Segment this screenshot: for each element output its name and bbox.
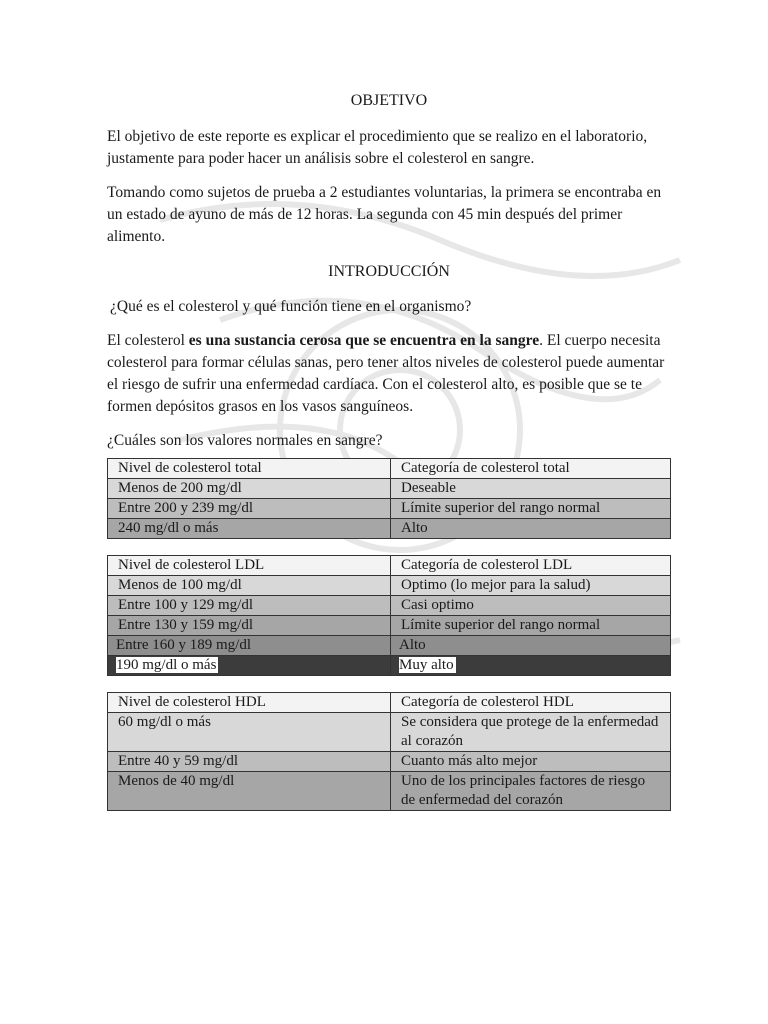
table-cell: Menos de 40 mg/dl (108, 772, 391, 811)
table-colesterol-ldl (107, 555, 671, 676)
table-cell: Entre 130 y 159 mg/dl (108, 616, 391, 636)
table-row (108, 499, 671, 519)
table-row (108, 576, 671, 596)
table-header-row (108, 693, 671, 713)
colesterol-definition-paragraph (107, 330, 671, 418)
question-valores-normales: ¿Cuáles son los valores normales en sangre? (107, 432, 383, 449)
header-cell: Categoría de colesterol total (391, 459, 671, 479)
introduccion-heading: INTRODUCCIÓN (328, 263, 450, 280)
question-colesterol-funcion: ¿Qué es el colesterol y qué función tiene en el organismo? (110, 298, 472, 315)
table-header-row (108, 556, 671, 576)
definition-post: . El cuerpo necesita colesterol para formar células sanas, pero tener altos niveles de colesterol puede aumentar el riesgo de sufrir una enfermedad cardíaca. Con el colesterol alto, es posible que se te formen depósitos grasos en los vasos sanguíneos. (107, 332, 665, 415)
table-row (108, 752, 671, 772)
table-cell: Menos de 100 mg/dl (108, 576, 391, 596)
table-row (108, 479, 671, 499)
table-cell: Uno de los principales factores de riesgo de enfermedad del corazón (391, 772, 671, 811)
table-cell: Deseable (391, 479, 671, 499)
objetivo-paragraph-1: El objetivo de este reporte es explicar el procedimiento que se realizo en el laboratorio, justamente para poder hacer un análisis sobre el colesterol en sangre. (107, 128, 648, 167)
table-row (108, 519, 671, 539)
table-header-row (108, 459, 671, 479)
header-cell: Nivel de colesterol HDL (108, 693, 391, 713)
table-row (108, 656, 671, 676)
table-row (108, 772, 671, 811)
table-cell: Menos de 200 mg/dl (108, 479, 391, 499)
definition-bold: es una sustancia cerosa que se encuentra en la sangre (188, 332, 540, 349)
table-row (108, 616, 671, 636)
table-cell: Entre 200 y 239 mg/dl (108, 499, 391, 519)
table-cell: Se considera que protege de la enfermedad al corazón (391, 713, 671, 752)
table-cell: Límite superior del rango normal (391, 616, 671, 636)
table-row (108, 596, 671, 616)
table-colesterol-hdl (107, 692, 671, 811)
table-cell: Entre 160 y 189 mg/dl (108, 636, 391, 656)
highlighted-text: Muy alto (399, 657, 454, 673)
header-cell: Nivel de colesterol LDL (108, 556, 391, 576)
table-colesterol-total (107, 458, 671, 539)
header-cell: Categoría de colesterol HDL (391, 693, 671, 713)
highlighted-text: 190 mg/dl o más (116, 657, 217, 673)
table-cell: 240 mg/dl o más (108, 519, 391, 539)
table-cell: Casi optimo (391, 596, 671, 616)
table-row (108, 713, 671, 752)
table-cell: Entre 100 y 129 mg/dl (108, 596, 391, 616)
table-cell: Límite superior del rango normal (391, 499, 671, 519)
table-cell: Cuanto más alto mejor (391, 752, 671, 772)
definition-pre: El colesterol (107, 332, 189, 349)
table-cell: 60 mg/dl o más (108, 713, 391, 752)
table-cell: Entre 40 y 59 mg/dl (108, 752, 391, 772)
table-cell: Optimo (lo mejor para la salud) (391, 576, 671, 596)
table-row (108, 636, 671, 656)
document-content (107, 89, 671, 811)
objetivo-paragraph-2: Tomando como sujetos de prueba a 2 estudiantes voluntarias, la primera se encontraba en un estado de ayuno de más de 12 horas. La segunda con 45 min después del primer alimento. (107, 184, 662, 245)
table-cell (391, 656, 671, 676)
objetivo-heading: OBJETIVO (350, 92, 428, 109)
table-cell: Alto (391, 636, 671, 656)
header-cell: Nivel de colesterol total (108, 459, 391, 479)
table-cell: Alto (391, 519, 671, 539)
table-cell (108, 656, 391, 676)
header-cell: Categoría de colesterol LDL (391, 556, 671, 576)
